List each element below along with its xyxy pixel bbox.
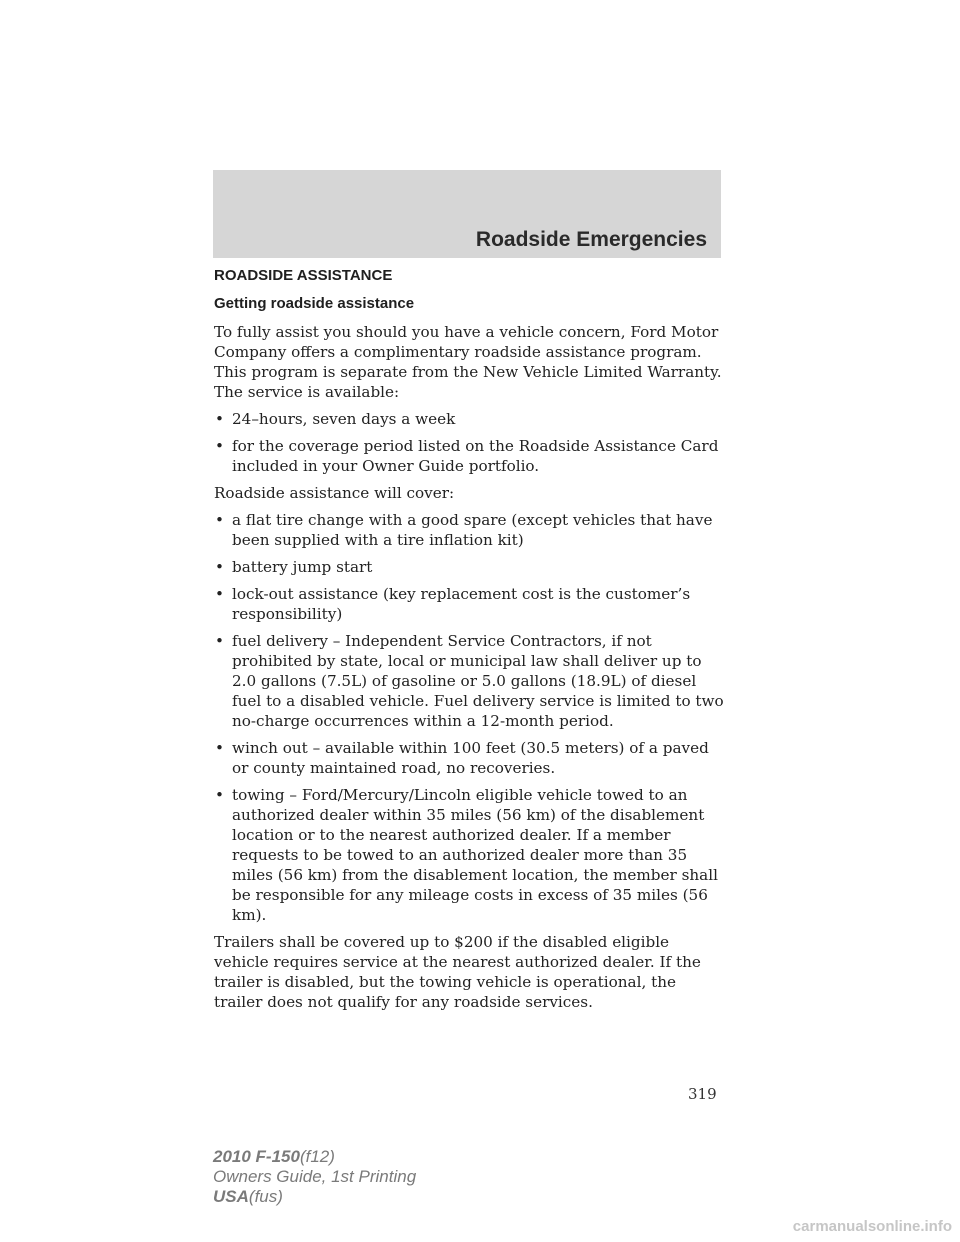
bullet-icon: •: [215, 511, 224, 529]
bullet-icon: •: [215, 585, 224, 603]
footer-line-edition: Owners Guide, 1st Printing: [213, 1167, 417, 1186]
list-item: • for the coverage period listed on the Roadside Assistance Card included in your Owner Guide portfolio.: [215, 437, 719, 475]
section-header-band: [213, 170, 721, 258]
print-footer: [213, 1147, 416, 1207]
bullet-icon: •: [215, 558, 224, 576]
availability-list: [214, 409, 724, 476]
list-item: • lock-out assistance (key replacement cost is the customer’s responsibility): [215, 585, 691, 623]
section-header-title: Roadside Emergencies: [475, 228, 707, 251]
watermark: carmanualsonline.info: [792, 1218, 952, 1235]
bullet-icon: •: [215, 739, 224, 757]
cover-intro: Roadside assistance will cover:: [214, 484, 455, 502]
subsection-title: Getting roadside assistance: [214, 295, 415, 312]
coverage-list: [214, 510, 724, 925]
footer-line-model: 2010 F-150(f12): [213, 1147, 335, 1166]
trailers-paragraph: Trailers shall be covered up to $200 if the disabled eligible vehicle requires service at the nearest authorized dealer. If the trailer is disabled, but the towing vehicle is operational, the trailer does not qualify for any roadside services.: [214, 933, 701, 1011]
page-number: 319: [688, 1085, 717, 1103]
list-item: • a flat tire change with a good spare (except vehicles that have been supplied with a tire inflation kit): [215, 511, 713, 549]
bullet-icon: •: [215, 632, 224, 650]
bullet-icon: •: [215, 786, 224, 804]
footer-line-region: USA(fus): [213, 1187, 283, 1206]
page-content: [214, 266, 724, 1019]
list-item: • battery jump start: [215, 558, 373, 576]
bullet-icon: •: [215, 437, 224, 455]
section-title: ROADSIDE ASSISTANCE: [214, 267, 393, 284]
bullet-icon: •: [215, 410, 224, 428]
list-item: • 24–hours, seven days a week: [215, 410, 456, 428]
list-item: • winch out – available within 100 feet (30.5 meters) of a paved or county maintained road, no recoveries.: [215, 739, 709, 777]
list-item: • fuel delivery – Independent Service Contractors, if not prohibited by state, local or municipal law shall deliver up to 2.0 gallons (7.5L) of gasoline or 5.0 gallons (18.9L) of diesel fuel to a disabled vehicle. Fuel delivery service is limited to two no-charge occurrences within a 12-month period.: [215, 632, 724, 730]
list-item: • towing – Ford/Mercury/Lincoln eligible vehicle towed to an authorized dealer within 35 miles (56 km) of the disablement location or to the nearest authorized dealer. If a member requests to be towed to an authorized dealer more than 35 miles (56 km) from the disablement location, the member shall be responsible for any mileage costs in excess of 35 miles (56 km).: [215, 786, 718, 924]
intro-paragraph: To fully assist you should you have a vehicle concern, Ford Motor Company offers a complimentary roadside assistance program. This program is separate from the New Vehicle Limited Warranty. The service is available:: [214, 323, 722, 401]
